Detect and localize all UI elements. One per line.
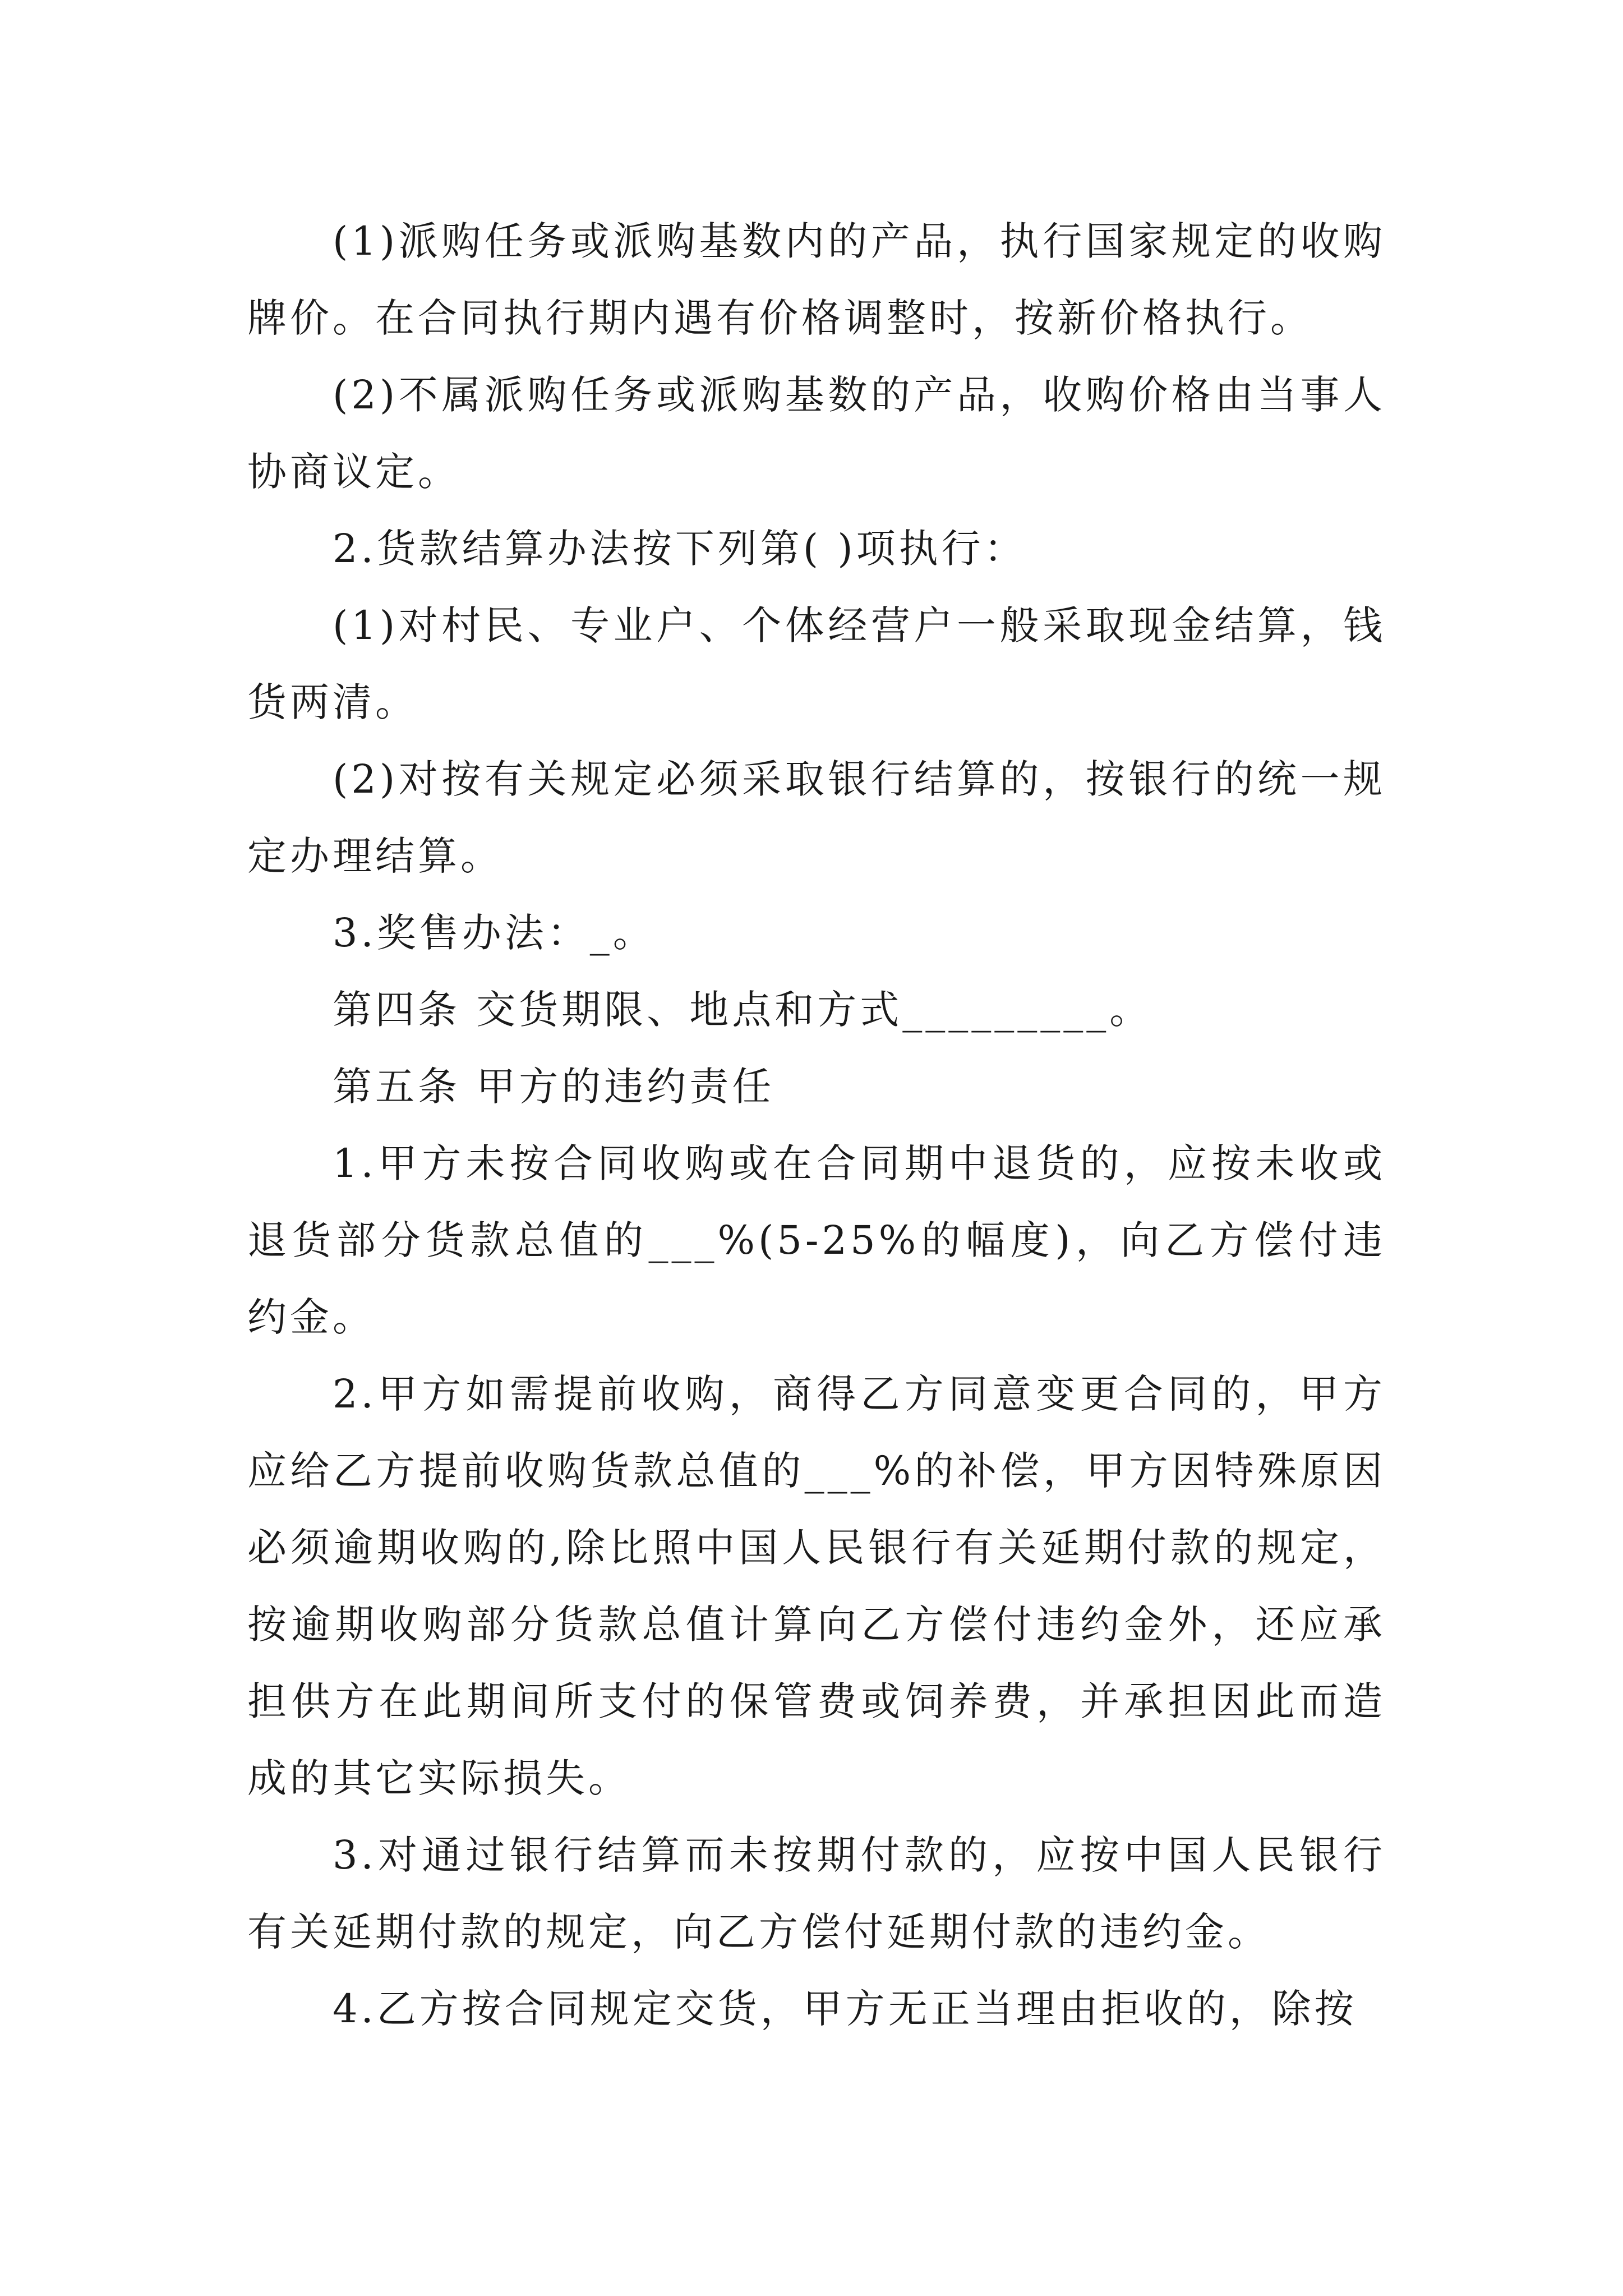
paragraph-liability-2: 2.甲方如需提前收购，商得乙方同意变更合同的，甲方应给乙方提前收购货款总值的___%的补偿，甲方因特殊原因必须逾期收购的,除比照中国人民银行有关延期付款的规定，按逾期收购部分货款总值计算向乙方偿付违约金外，还应承担供方在此期间所支付的保管费或饲养费，并承担因此而造成的其它实际损失。 (247, 1371, 1386, 1801)
paragraph-settlement-item-2: (2)对按有关规定必须采取银行结算的，按银行的统一规定办理结算。 (247, 756, 1386, 879)
paragraph-price-item-2: (2)不属派购任务或派购基数的产品，收购价格由当事人协商议定。 (247, 372, 1386, 495)
paragraph-liability-1: 1.甲方未按合同收购或在合同期中退货的，应按未收或退货部分货款总值的___%(5-25%的幅度)，向乙方偿付违约金。 (247, 1140, 1386, 1340)
paragraph-liability-3: 3.对通过银行结算而未按期付款的，应按中国人民银行有关延期付款的规定，向乙方偿付延期付款的违约金。 (247, 1832, 1386, 1955)
paragraph-reward-method: 3.奖售办法：_。 (333, 910, 656, 956)
paragraph-settlement-item-1: (1)对村民、专业户、个体经营户一般采取现金结算，钱货两清。 (247, 602, 1386, 725)
paragraph-settlement-method: 2.货款结算办法按下列第( )项执行： (333, 526, 1027, 572)
paragraph-price-item-1: (1)派购任务或派购基数内的产品，执行国家规定的收购牌价。在合同执行期内遇有价格调整时，按新价格执行。 (247, 218, 1386, 341)
document-body (247, 203, 1386, 2047)
paragraph-article-4: 第四条 交货期限、地点和方式_________。 (333, 987, 1152, 1033)
paragraph-liability-4: 4.乙方按合同规定交货，甲方无正当理由拒收的，除按 (333, 1986, 1357, 2032)
paragraph-article-5-heading: 第五条 甲方的违约责任 (333, 1064, 775, 1110)
